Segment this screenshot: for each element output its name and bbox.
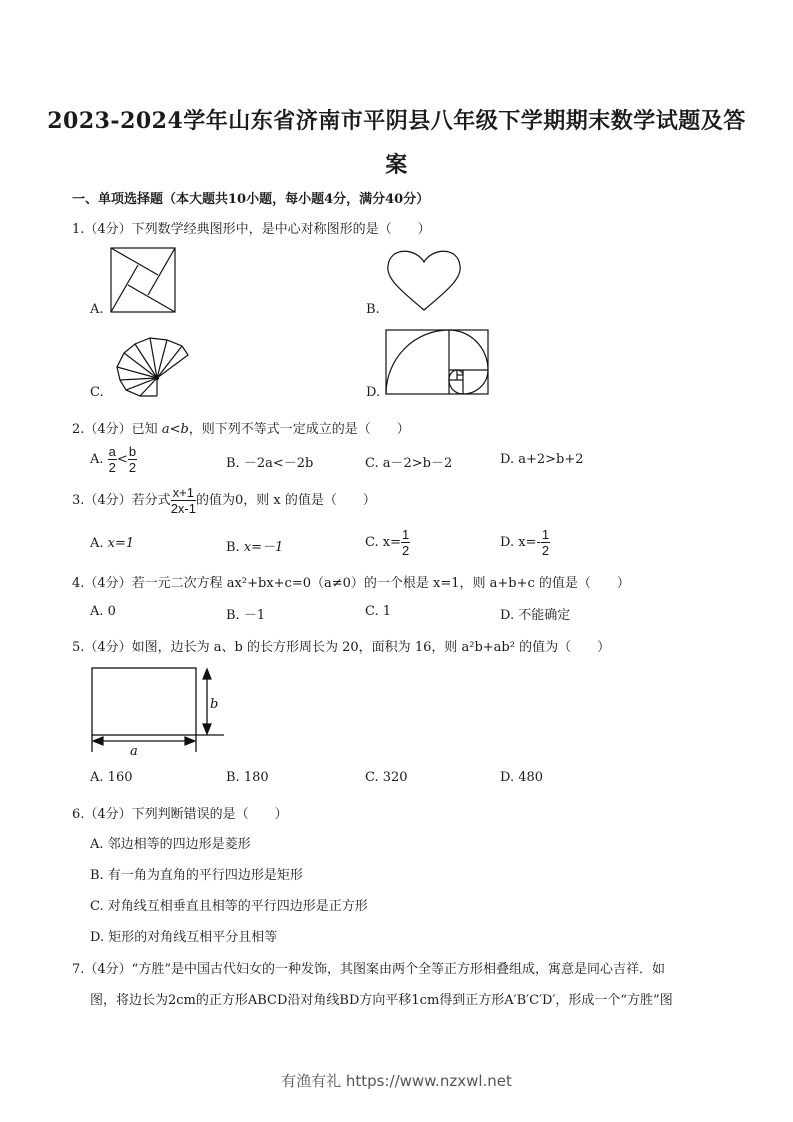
svg-text:a: a [130, 744, 138, 759]
question-2-stem [72, 418, 410, 437]
q5-option-a: A. 160 [90, 770, 133, 785]
heart-figure [386, 248, 462, 312]
q2-option-a [90, 444, 137, 475]
q1-option-a-label: A. [90, 302, 104, 317]
q2-option-a-label: A. [90, 452, 104, 467]
q6-option-d: D. 矩形的对角线互相平分且相等 [90, 930, 278, 945]
q6-option-b: B. 有一角为直角的平行四边形是矩形 [90, 868, 303, 883]
q6-option-c: C. 对角线互相垂直且相等的平行四边形是正方形 [90, 899, 368, 914]
q1-option-b-label: B. [366, 302, 380, 317]
question-5-stem: 5.（4分）如图，边长为 a、b 的长方形周长为 20，面积为 16，则 a²b+ab² 的值为（ ） [72, 640, 611, 655]
q2-option-b: B. －2a<－2b [226, 456, 314, 471]
q6-option-a: A. 邻边相等的四边形是菱形 [90, 837, 251, 852]
page-title-line2: 案 [385, 152, 408, 178]
question-3-stem: 3.（4分）若分式 $\frac{x+1}{2x-1}$ 的值为0，则 x 的值是（ ） [72, 485, 376, 516]
fraction-b-over-2: $\frac{b}{2}$ [128, 444, 137, 475]
q4-option-d: D. 不能确定 [500, 608, 571, 623]
q1-option-d-label: D. [366, 385, 381, 400]
question-7-stem-line1: 7.（4分）“方胜”是中国古代妇女的一种发饰，其图案由两个全等正方形相叠组成，寓意是同心吉祥．如 [72, 962, 665, 977]
q2-stem-pre: 2.（4分）已知 [72, 422, 162, 437]
q1-option-c-label: C. [90, 385, 104, 400]
q5-option-d: D. 480 [500, 770, 544, 785]
q3-option-a: A. x=1 [90, 536, 135, 551]
question-4-stem: 4.（4分）若一元二次方程 ax²+bx+c=0（a≠0）的一个根是 x=1，则 a+b+c 的值是（ ） [72, 576, 630, 591]
page-title-line1: 2023-2024学年山东省济南市平阴县八年级下学期期末数学试题及答 [47, 108, 746, 134]
q4-option-a: A. 0 [90, 604, 116, 619]
section-heading: 一、单项选择题（本大题共10小题，每小题4分，满分40分） [72, 192, 430, 207]
footer-watermark: 有渔有礼 https://www.nzxwl.net [281, 1072, 512, 1090]
q5-option-b: B. 180 [226, 770, 269, 785]
spiral-fan-figure [110, 330, 190, 400]
q3-option-c: C. x= $\frac{1}{2}$ [365, 527, 410, 558]
question-6-stem: 6.（4分）下列判断错误的是（ ） [72, 807, 288, 822]
question-1-stem: 1.（4分）下列数学经典图形中，是中心对称图形的是（ ） [72, 222, 431, 237]
golden-spiral-figure [386, 330, 490, 396]
question-7-stem-line2: 图，将边长为2cm的正方形ABCD沿对角线BD方向平移1cm得到正方形A′B′C′D′，形成一个“方胜”图 [90, 993, 673, 1008]
less-than-sign: < [116, 452, 128, 467]
q5-option-c: C. 320 [365, 770, 408, 785]
q4-option-c: C. 1 [365, 604, 392, 619]
q2-option-d: D. a+2>b+2 [500, 452, 584, 467]
q4-option-b: B. －1 [226, 608, 266, 623]
q2-option-c: C. a－2>b－2 [365, 456, 453, 471]
q3-option-b: B. x=－1 [226, 540, 284, 555]
fraction-x-plus-1-over-2x-minus-1: $\frac{x+1}{2x-1}$ [170, 485, 196, 516]
q2-stem-post: ，则下列不等式一定成立的是（ ） [188, 422, 410, 437]
q3-option-d: D. x=- $\frac{1}{2}$ [500, 527, 550, 558]
pinwheel-square-figure [111, 248, 177, 314]
fraction-a-over-2: $\frac{a}{2}$ [108, 444, 116, 475]
rectangle-a-b-figure [90, 666, 230, 759]
svg-text:b: b [210, 697, 219, 712]
q2-stem-math: a<b [161, 422, 189, 437]
